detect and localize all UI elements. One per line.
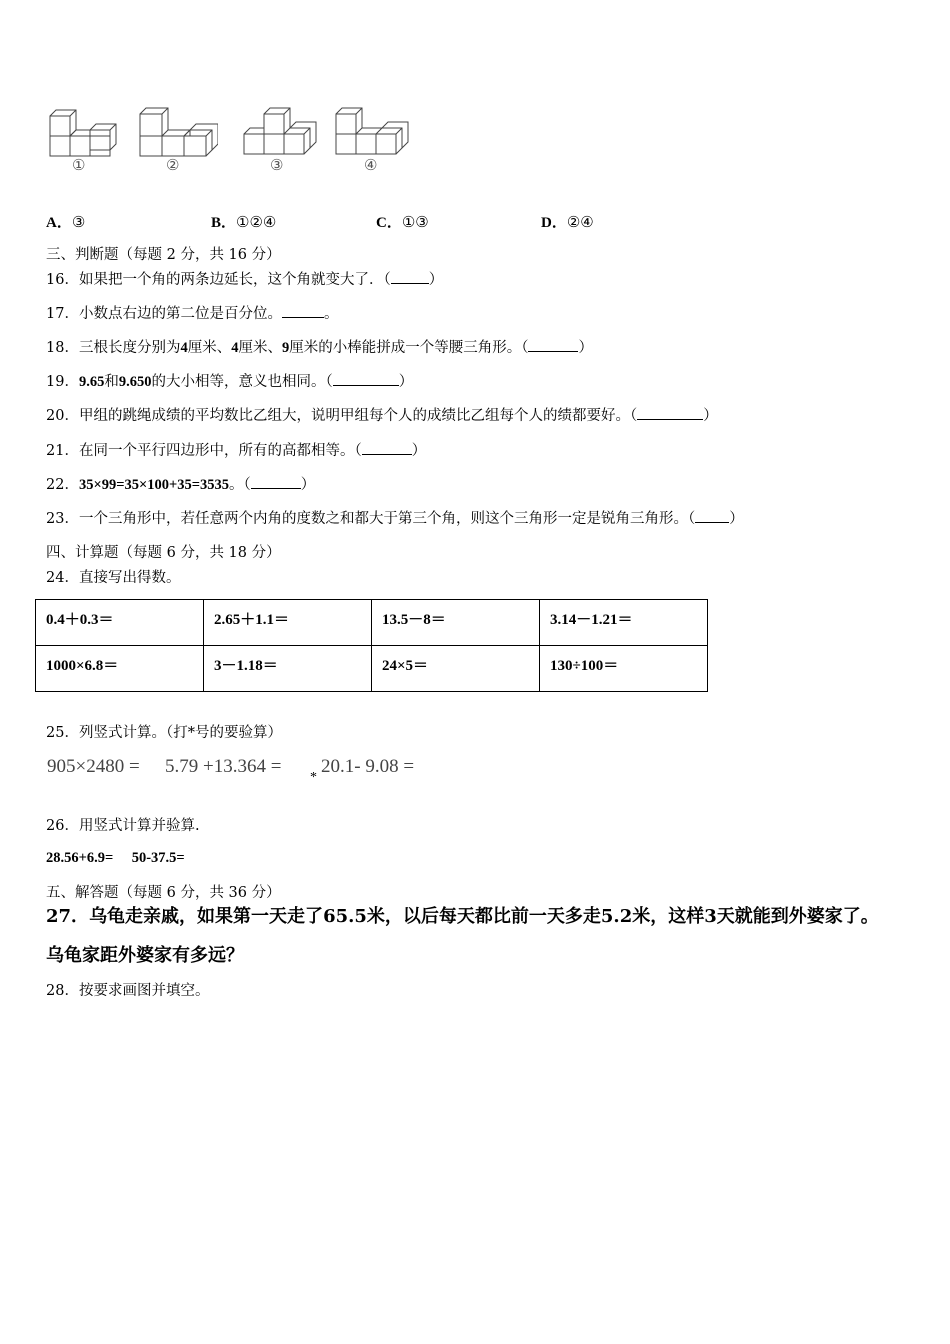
question-26: 26．用竖式计算并验算. [46, 818, 200, 834]
figure-label-3: ③ [270, 156, 284, 174]
question-24: 24．直接写出得数。 [46, 570, 181, 586]
question-22: 22．35×99=35×100+35=3535。（ ） [46, 477, 316, 493]
question-26-equations: 28.56+6.9= 50-37.5= [46, 850, 185, 866]
answer-blank[interactable] [333, 372, 399, 386]
answer-blank[interactable] [362, 441, 412, 455]
question-16: 16．如果把一个角的两条边延长，这个角就变大了．（ ） [46, 272, 444, 288]
answer-blank[interactable] [391, 270, 429, 284]
question-20: 20．甲组的跳绳成绩的平均数比乙组大，说明甲组每个人的成绩比乙组每个人的绩都要好。（ ） [46, 408, 718, 424]
table-cell[interactable]: 3.14－1.21＝ [540, 600, 708, 646]
option-d[interactable]: D．②④ [541, 213, 594, 231]
option-a[interactable]: A．③ [46, 213, 86, 231]
answer-blank[interactable] [528, 338, 578, 352]
table-row [36, 600, 708, 646]
question-25: 25．列竖式计算。（打*号的要验算） [46, 725, 282, 741]
answer-blank[interactable] [282, 304, 324, 318]
question-28: 28．按要求画图并填空。 [46, 983, 210, 999]
equation-1: 905×2480 = [47, 756, 140, 777]
table-cell[interactable]: 1000×6.8＝ [36, 646, 204, 692]
question-27-line2: 乌龟家距外婆家有多远？ [46, 945, 244, 966]
cube-figure-2 [138, 100, 224, 180]
equation-2: 5.79 +13.364 = [165, 756, 282, 777]
table-row [36, 646, 708, 692]
table-cell[interactable]: 3－1.18＝ [204, 646, 372, 692]
section-3-title: 三、判断题（每题 2 分，共 16 分） [46, 247, 281, 263]
table-cell[interactable]: 2.65＋1.1＝ [204, 600, 372, 646]
cube-figure-1 [44, 100, 130, 180]
calc-table [35, 599, 708, 692]
table-cell[interactable]: 13.5－8＝ [372, 600, 540, 646]
cube-figure-3 [240, 100, 326, 180]
option-c[interactable]: C．①③ [376, 213, 429, 231]
question-27: 27．乌龟走亲戚，如果第一天走了65.5米，以后每天都比前一天多走5.2米，这样3天就能到外婆家了。 [46, 906, 879, 927]
figure-label-2: ② [166, 156, 180, 174]
table-cell[interactable]: 130÷100＝ [540, 646, 708, 692]
answer-blank[interactable] [695, 509, 729, 523]
option-b[interactable]: B．①②④ [211, 213, 277, 231]
table-cell[interactable]: 0.4＋0.3＝ [36, 600, 204, 646]
equation-3: 20.1- 9.08 = [321, 756, 415, 777]
answer-options [46, 211, 646, 233]
answer-blank[interactable] [637, 406, 703, 420]
section-5-title: 五、解答题（每题 6 分，共 36 分） [46, 885, 281, 901]
question-17: 17．小数点右边的第二位是百分位。 。 [46, 306, 339, 322]
figure-label-4: ④ [364, 156, 378, 174]
figure-label-1: ① [72, 156, 86, 174]
verify-star: * [310, 770, 317, 785]
cube-figures [44, 100, 424, 180]
table-cell[interactable]: 24×5＝ [372, 646, 540, 692]
question-18: 18．三根长度分别为4厘米、4厘米、9厘米的小棒能拼成一个等腰三角形。（ ） [46, 340, 593, 356]
answer-blank[interactable] [251, 475, 301, 489]
question-21: 21．在同一个平行四边形中，所有的高都相等。（ ） [46, 443, 427, 459]
question-19: 19．9.65和9.650的大小相等，意义也相同。（ ） [46, 374, 414, 390]
question-23: 23．一个三角形中，若任意两个内角的度数之和都大于第三个角，则这个三角形一定是锐角三角形。（ ） [46, 511, 744, 527]
section-4-title: 四、计算题（每题 6 分，共 18 分） [46, 545, 281, 561]
cube-figure-4 [334, 100, 420, 180]
